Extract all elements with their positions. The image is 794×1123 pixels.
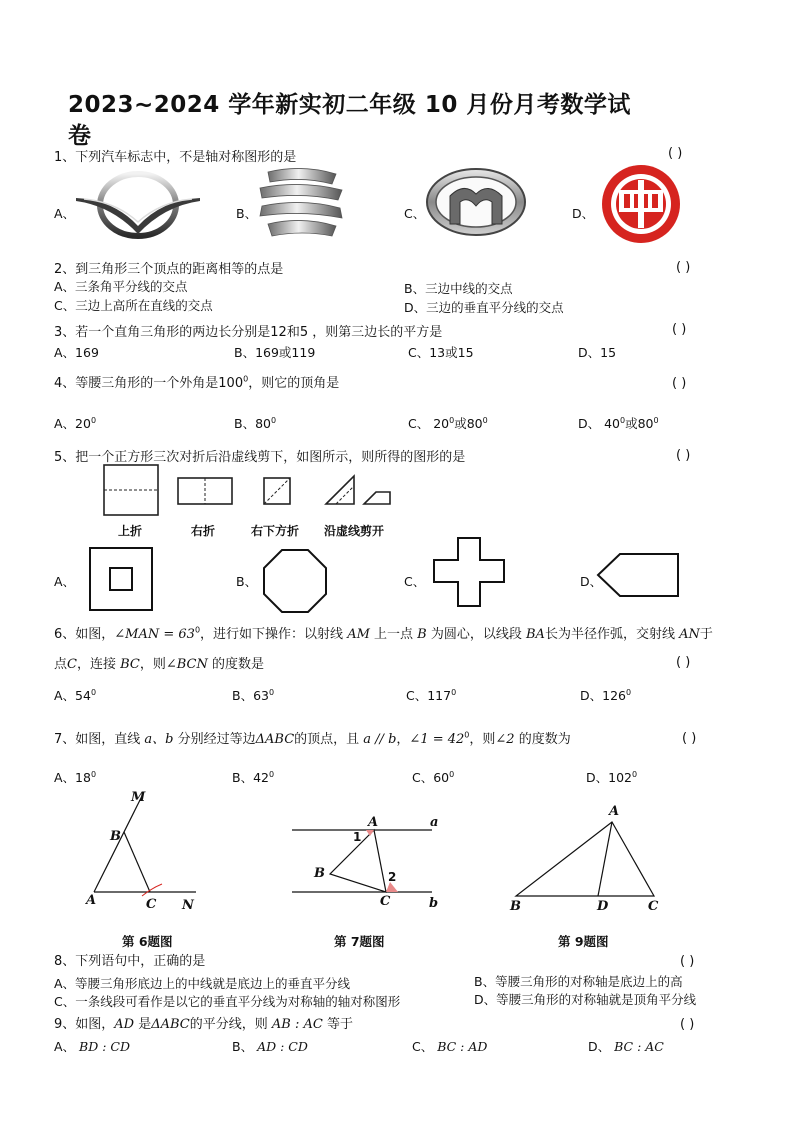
q1-label-c: C、 [404, 206, 426, 221]
q1-label-a: A、 [54, 206, 76, 221]
q5-option-d-pentagon [596, 552, 682, 598]
fig7-caption: 第 7题图 [334, 934, 385, 949]
fig6-label-a: A [86, 893, 97, 908]
q2-option-d: D、三边的垂直平分线的交点 [404, 300, 564, 315]
exam-title: 2023~2024 学年新实初二年级 10 月份月考数学试 [68, 92, 631, 118]
q5-label-b: B、 [236, 574, 258, 589]
q4-option-b: B、$80^0$ [234, 415, 277, 431]
q3-answer-blank: ( ) [672, 322, 687, 337]
figure-9-diagram [510, 818, 660, 900]
q7-option-d: D、$102^0$ [586, 769, 638, 785]
q6-stem-line2: 点C，连接 BC，则∠BCN 的度数是 [54, 657, 265, 672]
fig7-label-a-vertex: A [368, 815, 379, 830]
q5-answer-blank: ( ) [676, 448, 691, 463]
q6-option-d: D、$126^0$ [580, 687, 632, 703]
q2-option-b: B、三边中线的交点 [404, 281, 513, 296]
fig6-label-n: N [182, 898, 194, 913]
q4-stem-post: ，则它的顶角是 [248, 376, 340, 391]
fig9-label-a: A [609, 804, 620, 819]
exam-title-continued: 卷 [68, 123, 91, 149]
q7-option-c: C、$60^0$ [412, 769, 455, 785]
fig9-label-b: B [510, 899, 521, 914]
q9-option-c: C、 BC : AD [412, 1039, 488, 1054]
q8-stem: 8、下列语句中，正确的是 [54, 954, 206, 969]
q6-answer-blank: ( ) [676, 655, 691, 670]
q7-answer-blank: ( ) [682, 731, 697, 746]
q2-option-a: A、三条角平分线的交点 [54, 279, 188, 294]
q3-option-b: B、169或119 [234, 345, 316, 360]
q7-option-b: B、$42^0$ [232, 769, 275, 785]
q9-option-b: B、 AD : CD [232, 1039, 308, 1054]
fig7-label-b-vertex: B [314, 866, 325, 881]
logo-a-winged-emblem [74, 170, 202, 240]
q4-option-a: A、$20^0$ [54, 415, 97, 431]
q4-option-c: C、 $20^0$或$80^0$ [408, 415, 488, 431]
q4-answer-blank: ( ) [672, 376, 687, 391]
fig9-label-d: D [597, 899, 609, 914]
q2-stem: 2、到三角形三个顶点的距离相等的点是 [54, 262, 284, 277]
q7-option-a: A、$18^0$ [54, 769, 97, 785]
q5-step-2: 右折 [191, 524, 216, 538]
fig7-label-c-vertex: C [380, 894, 391, 909]
q4-stem-pre: 4、等腰三角形的一个外角是100 [54, 376, 244, 391]
q4-option-d: D、 $40^0$或$80^0$ [578, 415, 659, 431]
q3-option-d: D、15 [578, 345, 617, 360]
q4-degree: 0 [243, 374, 249, 384]
fig7-label-angle-2: 2 [388, 870, 397, 884]
q5-option-b-octagon [262, 548, 328, 614]
q9-stem: 9、如图，AD 是ΔABC的平分线，则 AB : AC 等于 [54, 1017, 353, 1032]
q8-option-a: A、等腰三角形底边上的中线就是底边上的垂直平分线 [54, 976, 351, 991]
q5-step-1: 上折 [118, 524, 143, 538]
fig6-label-b: B [110, 829, 121, 844]
fig6-label-m: M [131, 790, 146, 805]
q5-label-a: A、 [54, 574, 76, 589]
fig7-label-line-b: b [429, 896, 439, 911]
q6-stem-line1: 6、如图，∠MAN = $63^0$，进行如下操作：以射线 AM 上一点 B 为圆心，以线段 BA长为半径作弧，交射线 AN于 [54, 625, 713, 642]
fig7-label-angle-1: 1 [353, 830, 362, 844]
q1-answer-blank: ( ) [668, 146, 683, 161]
q5-step-4: 沿虚线剪开 [324, 524, 385, 538]
q1-label-d: D、 [572, 206, 595, 221]
q3-option-a: A、169 [54, 345, 99, 360]
q5-step-3: 右下方折 [251, 524, 300, 538]
q9-option-d: D、 BC : AC [588, 1039, 664, 1054]
fig9-label-c: C [648, 899, 659, 914]
q5-folding-steps [100, 462, 400, 518]
logo-d-red-circle [597, 164, 685, 244]
fig6-caption: 第 6题图 [122, 934, 173, 949]
q3-stem: 3、若一个直角三角形的两边长分别是12和5 ，则第三边长的平方是 [54, 325, 443, 340]
fig9-caption: 第 9题图 [558, 934, 609, 949]
q1-label-b: B、 [236, 206, 258, 221]
logo-c-oval-shield [424, 166, 532, 240]
q5-label-c: C、 [404, 574, 426, 589]
q7-stem: 7、如图，直线 a、b 分别经过等边ΔABC的顶点，且 a // b，∠1 = $42^0$，则∠2 的度数为 [54, 730, 571, 747]
logo-b-wing-bands [258, 166, 346, 244]
q6-option-a: A、$54^0$ [54, 687, 97, 703]
q5-option-c-cross [432, 536, 508, 608]
q4-stem [54, 372, 339, 391]
fig7-label-line-a: a [430, 815, 439, 830]
q5-stem: 5、把一个正方形三次对折后沿虚线剪下，如图所示，则所得的图形的是 [54, 450, 466, 465]
q6-option-c: C、$117^0$ [406, 687, 457, 703]
q3-option-c: C、13或15 [408, 345, 474, 360]
q8-answer-blank: ( ) [680, 954, 695, 969]
q6-option-b: B、$63^0$ [232, 687, 275, 703]
q9-option-a: A、 BD : CD [54, 1039, 130, 1054]
q8-option-d: D、等腰三角形的对称轴就是顶角平分线 [474, 992, 697, 1007]
q1-stem: 1、下列汽车标志中，不是轴对称图形的是 [54, 150, 297, 165]
q5-label-d: D、 [580, 574, 603, 589]
q5-option-a-figure [88, 546, 154, 612]
q9-answer-blank: ( ) [680, 1017, 695, 1032]
q8-option-b: B、等腰三角形的对称轴是底边上的高 [474, 974, 683, 989]
q2-answer-blank: ( ) [676, 260, 691, 275]
fig6-label-c: C [146, 897, 157, 912]
q8-option-c: C、一条线段可看作是以它的垂直平分线为对称轴的轴对称图形 [54, 994, 401, 1009]
q2-option-c: C、三边上高所在直线的交点 [54, 298, 213, 313]
